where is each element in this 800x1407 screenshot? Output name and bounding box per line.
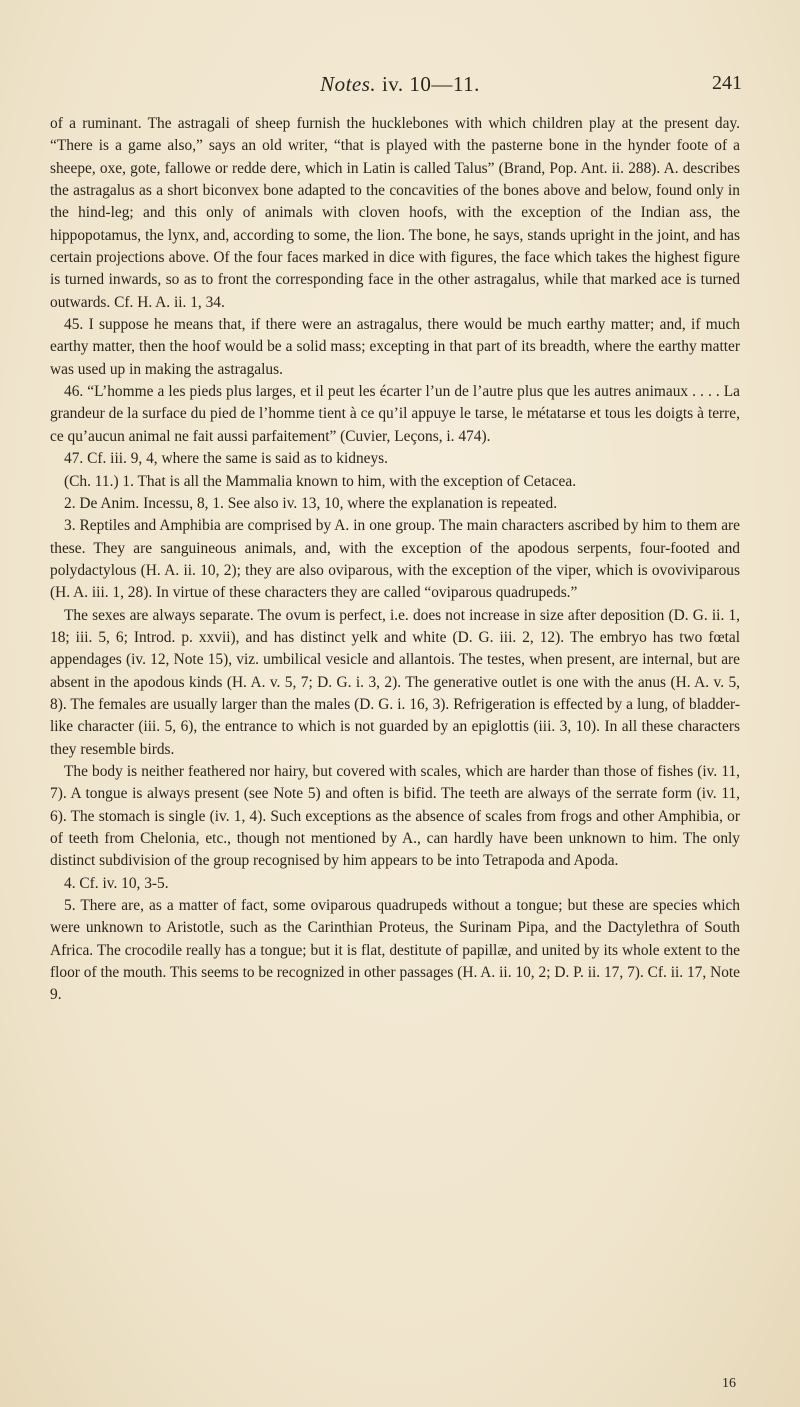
running-title-italic: Notes.	[320, 72, 377, 96]
signature-mark: 16	[722, 1376, 736, 1391]
page-number: 241	[712, 72, 742, 94]
running-title	[0, 72, 800, 97]
note-46: 46. “L’homme a les pieds plus larges, et il peut les écarter l’un de l’autre plus que les autres animaux . . . . La grandeur de la surface du pied de l’homme tient à ce qu’il appuye le tarse, le métatarse et tous les doigts à terre, ce qu’aucun animal ne fait aussi parfaitement” (Cuvier, Leçons, i. 474).	[50, 383, 740, 445]
note-4: 4. Cf. iv. 10, 3-5.	[64, 874, 169, 892]
note-2: 2. De Anim. Incessu, 8, 1. See also iv. 13, 10, where the explanation is repeated.	[64, 494, 558, 512]
note-45: 45. I suppose he means that, if there were an astragalus, there would be much earthy matter; and, if much earthy matter, then the hoof would be a solid mass; excepting in that part of its breadth, where the earthy matter was used up in making the astragalus.	[50, 316, 740, 378]
note-5: 5. There are, as a matter of fact, some oviparous quadrupeds without a tongue; but these are species which were unknown to Aristotle, such as the Carinthian Proteus, the Surinam Pipa, and the Dactylethra of South Africa. The crocodile really has a tongue; but it is flat, destitute of papillæ, and united by its whole extent to the floor of the mouth. This seems to be recognized in other passages (H. A. ii. 10, 2; D. P. ii. 17, 7). Cf. ii. 17, Note 9.	[50, 897, 740, 1004]
chapter-11-note-1: (Ch. 11.) 1. That is all the Mammalia known to him, with the exception of Cetacea.	[64, 472, 577, 490]
note-47: 47. Cf. iii. 9, 4, where the same is said as to kidneys.	[64, 450, 389, 468]
running-title-section: iv. 10—11.	[381, 72, 480, 96]
notes-body	[50, 113, 740, 1007]
paragraph-body: The body is neither feathered nor hairy, but covered with scales, which are harder than those of fishes (iv. 11, 7). A tongue is always present (see Note 5) and often is bifid. The teeth are always of the serrate form (iv. 11, 6). The stomach is single (iv. 1, 4). Such exceptions as the absence of scales from frogs and other Amphibia, or of teeth from Chelonia, etc., though not mentioned by A., can hardly have been unknown to him. The only distinct subdivision of the group recognised by him appears to be into Tetrapoda and Apoda.	[50, 762, 740, 870]
paragraph-sexes: The sexes are always separate. The ovum is perfect, i.e. does not increase in size after deposition (D. G. ii. 1, 18; iii. 5, 6; Introd. p. xxvii), and has distinct yelk and white (D. G. iii. 2, 12). The embryo has two fœtal appendages (iv. 12, Note 15), viz. umbilical vesicle and allantois. The testes, when present, are internal, but are absent in the apodous kinds (H. A. v. 5, 7; D. G. i. 3, 2). The generative outlet is one with the anus (H. A. v. 5, 8). The females are usually larger than the males (D. G. i. 16, 3). Refrigeration is effected by a lung, of bladder-like character (iii. 5, 6), the entrance to which is not guarded by an epiglottis (iii. 3, 10). In all these characters they resemble birds.	[50, 606, 740, 758]
note-3: 3. Reptiles and Amphibia are comprised by A. in one group. The main characters ascribed by him to them are these. They are sanguineous animals, and, with the exception of the apodous serpents, four-footed and polydactylous (H. A. ii. 10, 2); they are also oviparous, with the exception of the viper, which is ovoviviparous (H. A. iii. 1, 28). In virtue of these characters they are called “oviparous quadrupeds.”	[50, 517, 740, 602]
page-header	[0, 72, 800, 102]
paragraph-continuation: of a ruminant. The astragali of sheep furnish the hucklebones with which children play at the present day. “There is a game also,” says an old writer, “that is played with the pasterne bone in the hynder foote of a sheepe, oxe, gote, fallowe or redde dere, which in Latin is called Talus” (Brand, Pop. Ant. ii. 288). A. describes the astragalus as a short biconvex bone adapted to the concavities of the bones above and below, found only in the hind-leg; and this only of animals with cloven hoofs, with the exception of the Indian ass, the hippopotamus, the lynx, and, according to some, the lion. The bone, he says, stands upright in the joint, and has certain projections above. Of the four faces marked in dice with figures, the face which takes the highest figure is turned inwards, so as to front the corresponding face in the other astragalus, while that marked ace is turned outwards. Cf. H. A. ii. 1, 34.	[50, 115, 740, 311]
